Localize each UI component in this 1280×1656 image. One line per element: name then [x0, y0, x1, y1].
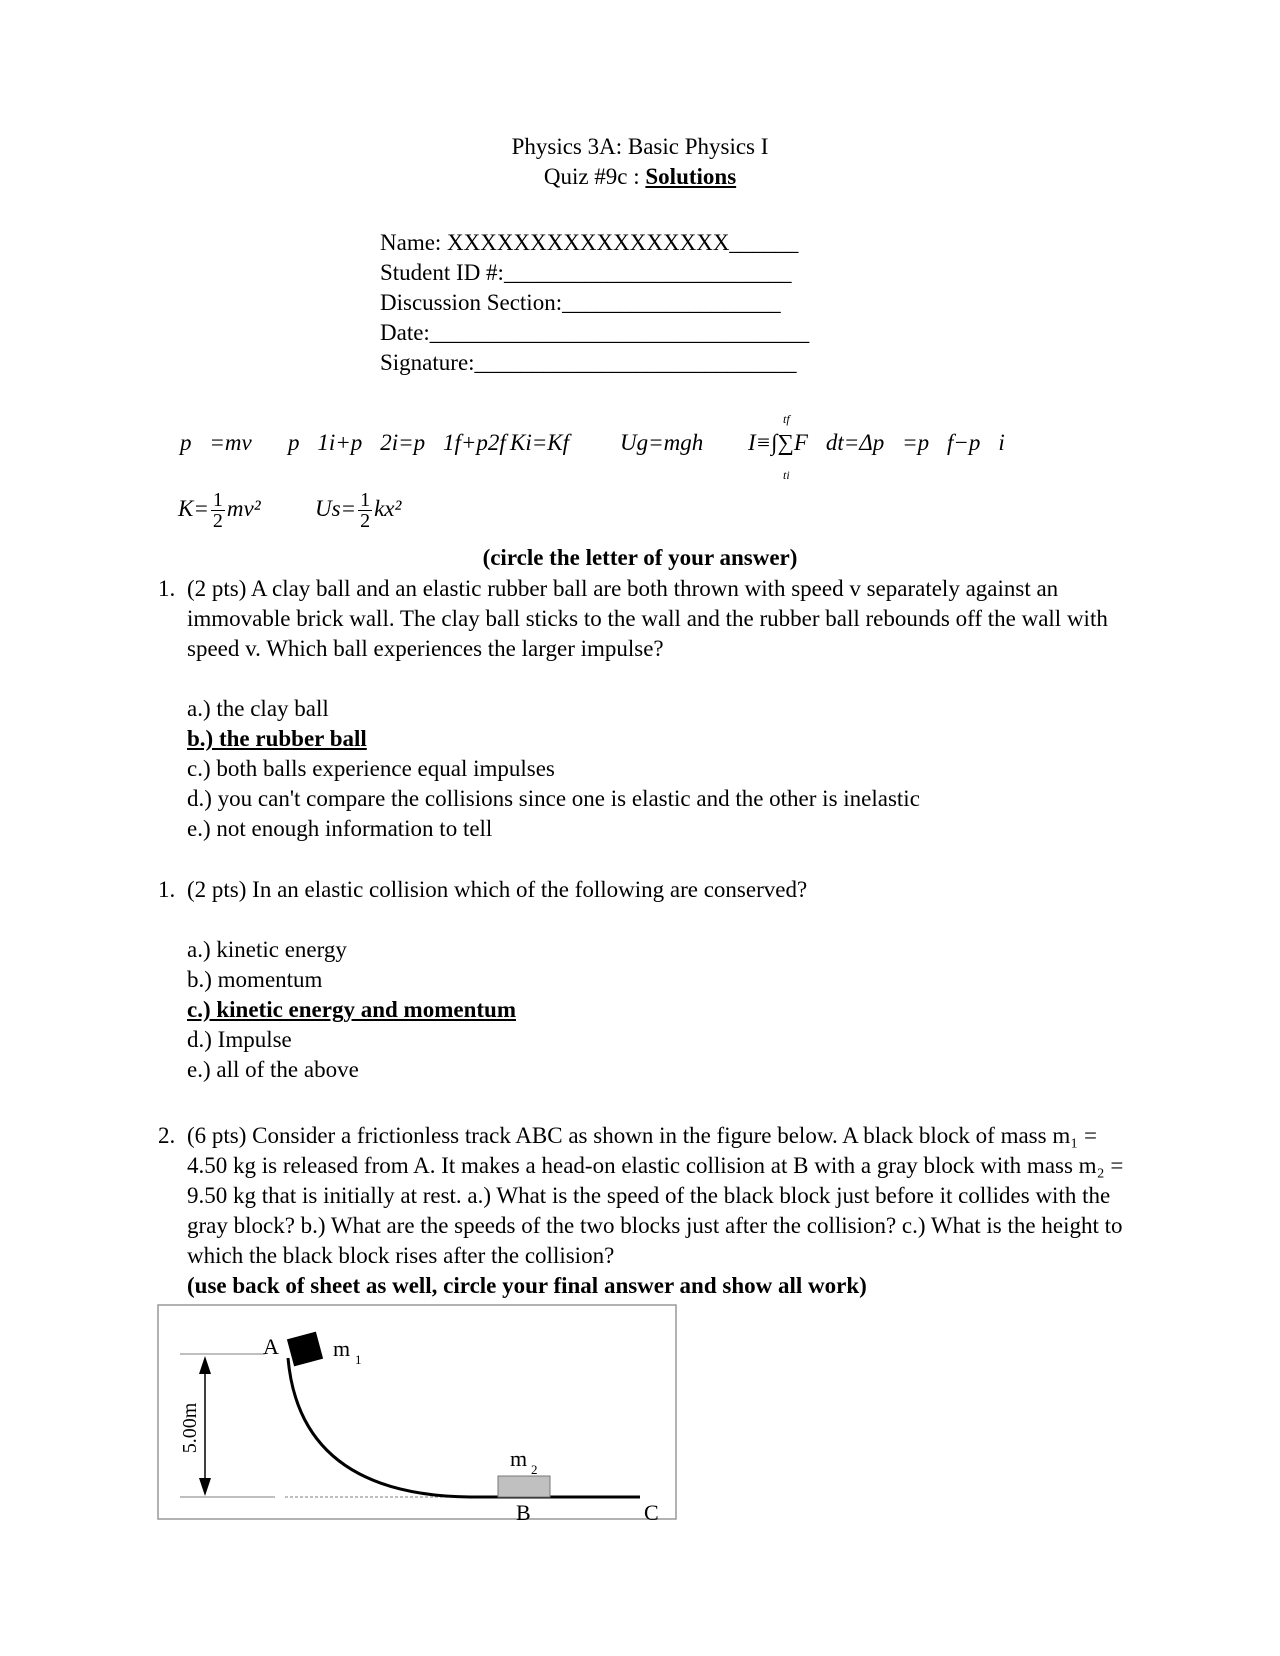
- quiz-prefix: Quiz #9c :: [543, 164, 646, 189]
- q1-number: 1.: [158, 576, 176, 601]
- q2-option-a[interactable]: a.) kinetic energy: [187, 937, 347, 962]
- track-curve: [288, 1358, 640, 1497]
- spring-right: kx²: [374, 495, 402, 521]
- spring-half-num: 1: [360, 489, 371, 511]
- figure-border: [158, 1305, 676, 1519]
- name-field: Name: XXXXXXXXXXXXXXXXX______: [380, 230, 799, 255]
- height-arrow-top: [199, 1356, 211, 1374]
- label-m1-sub: 1: [355, 1352, 362, 1367]
- height-label: 5.00m: [179, 1402, 201, 1454]
- formula-grav-pe: Ug=mgh: [620, 430, 704, 455]
- impulse-lower-limit: ti: [783, 468, 790, 482]
- block-m2: [498, 1476, 550, 1497]
- discussion-field: Discussion Section:___________________: [380, 290, 781, 315]
- q1-option-a[interactable]: a.) the clay ball: [187, 696, 329, 721]
- q1-option-c[interactable]: c.) both balls experience equal impulses: [187, 756, 555, 781]
- label-a: A: [263, 1334, 279, 1359]
- q2-option-c[interactable]: c.) kinetic energy and momentum: [187, 997, 516, 1022]
- kinetic-def-right: mv²: [226, 495, 261, 521]
- label-c: C: [644, 1500, 659, 1525]
- formula-conservation: p⃗1i+p⃗2i=p⃗1f+p2f: [288, 430, 506, 455]
- kinetic-def-left: K=: [178, 495, 209, 521]
- q2-option-d[interactable]: d.) Impulse: [187, 1027, 292, 1052]
- date-field: Date:_________________________________: [380, 320, 810, 345]
- q2-number: 1.: [158, 877, 176, 902]
- q1-text: (2 pts) A clay ball and an elastic rubber ball are both thrown with speed v separately against an immovable brick wall. The clay ball sticks to the wall and the rubber ball rebounds off the wall with speed v. Which ball experiences the larger impulse?: [187, 576, 1108, 661]
- label-m2-sub: 2: [531, 1462, 538, 1477]
- kinetic-half-num: 1: [212, 489, 223, 511]
- student-id-field: Student ID #:_________________________: [380, 260, 792, 285]
- q2-option-b[interactable]: b.) momentum: [187, 967, 323, 992]
- q1-option-e[interactable]: e.) not enough information to tell: [187, 816, 493, 841]
- instruction: (circle the letter of your answer): [482, 545, 798, 570]
- solutions-label: Solutions: [645, 164, 737, 189]
- height-arrow-bottom: [199, 1478, 211, 1496]
- formula-impulse: I≡∫∑F⃗dt=Δp⃗=p⃗f−p⃗i: [748, 430, 1005, 455]
- kinetic-half-den: 2: [212, 510, 223, 532]
- label-b: B: [516, 1500, 531, 1525]
- q1-option-b[interactable]: b.) the rubber ball: [187, 726, 367, 751]
- q3-instruction: (use back of sheet as well, circle your final answer and show all work): [187, 1273, 867, 1298]
- course-title: Physics 3A: Basic Physics I: [511, 134, 769, 159]
- spring-half-den: 2: [360, 510, 371, 532]
- label-m2: m: [510, 1446, 528, 1471]
- impulse-upper-limit: tf: [783, 412, 790, 426]
- q1-option-d[interactable]: d.) you can't compare the collisions since one is elastic and the other is inelastic: [187, 786, 920, 811]
- q3-text: (6 pts) Consider a frictionless track ABC as shown in the figure below. A black block of mass m₁ = 4.50 kg is released from A. It makes a head-on elastic collision at B with a gray block with mass m₂ = 9.50 kg that is initially at rest. a.) What is the speed of the black block just before it collides with the gray block? b.) What are the speeds of the two blocks just after the collision? c.) What is the height to which the black block rises after the collision?: [187, 1123, 1124, 1268]
- formula-kinetic-eq: Ki=Kf: [510, 430, 569, 455]
- signature-field: Signature:____________________________: [380, 350, 797, 375]
- q2-text: (2 pts) In an elastic collision which of the following are conserved?: [187, 877, 808, 902]
- spring-left: Us=: [315, 495, 357, 521]
- q3-number: 2.: [158, 1123, 176, 1148]
- block-m1: [287, 1332, 323, 1367]
- formula-momentum: p⃗=mv⃗: [180, 430, 270, 455]
- label-m1: m: [333, 1336, 351, 1361]
- q2-option-e[interactable]: e.) all of the above: [187, 1057, 359, 1082]
